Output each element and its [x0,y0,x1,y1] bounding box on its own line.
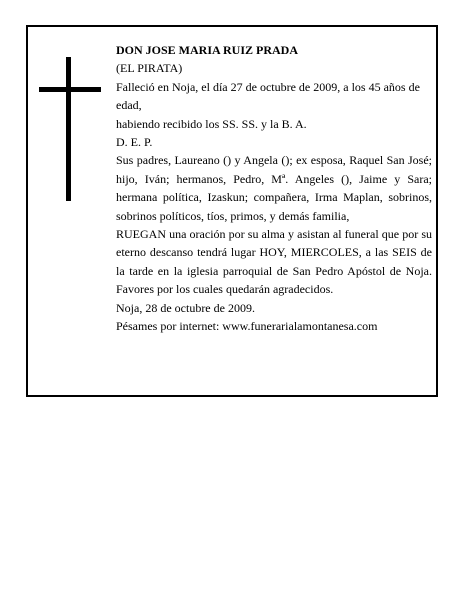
deceased-nickname: (EL PIRATA) [116,61,183,76]
obituary-notice [26,25,438,397]
deceased-name: DON JOSE MARIA RUIZ PRADA [116,43,299,57]
rip-line: D. E. P. [116,135,153,150]
sacraments-line: habiendo recibido los SS. SS. y la B. A. [116,116,307,131]
notice-date: Noja, 28 de octubre de 2009. [116,300,255,315]
death-details: Falleció en Noja, el día 27 de octubre de 2009, a los 45 años de edad, [116,79,420,113]
obituary-text [116,41,432,336]
funeral-request: RUEGAN una oración por su alma y asistan al funeral que por su eterno descanso tendrá lugar HOY, MIERCOLES, a las SEIS de la tarde en la iglesia parroquial de San Pedro Apóstol de Noja. Favores por los cuales quedarán agradecidos. [116,227,432,297]
family-list: Sus padres, Laureano () y Angela (); ex esposa, Raquel San José; hijo, Iván; hermanos, Pedro, Mª. Angeles (), Jaime y Sara; hermana política, Izaskun; compañera, Irma Maplan, sobrinos, sobrinos políticos, tíos, primos, y demás familia, [116,153,432,223]
condolences-line: Pésames por internet: www.funerarialamontanesa.com [116,319,378,334]
latin-cross-icon [39,57,101,201]
